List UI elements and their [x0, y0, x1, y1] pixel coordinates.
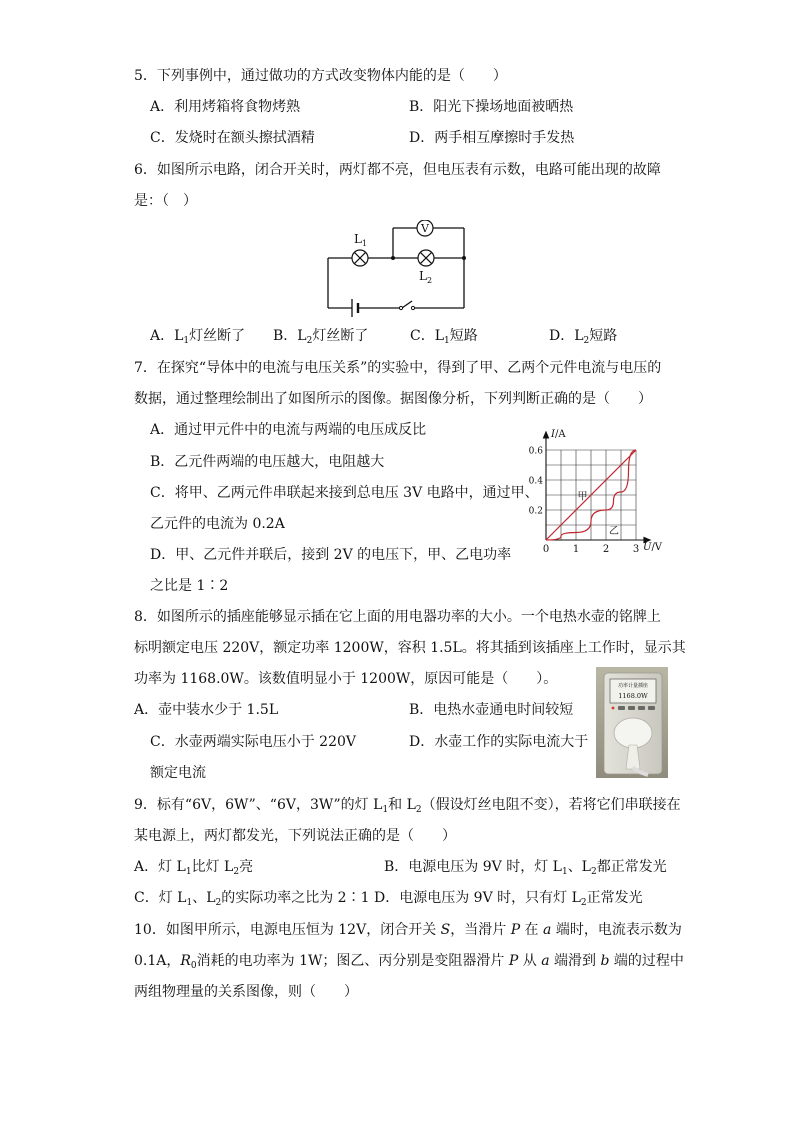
- y-axis-label: I/A: [551, 429, 566, 440]
- voltmeter-symbol: [417, 220, 433, 236]
- q8-option-b[interactable]: B．电热水壶通电时间较短: [409, 702, 574, 718]
- battery-symbol: [352, 299, 358, 317]
- junction-dot: [462, 256, 466, 260]
- q8-option-c[interactable]: C．水壶两端实际电压小于 220V: [150, 734, 356, 750]
- q5-option-b[interactable]: B．阳光下操场地面被晒热: [409, 99, 574, 115]
- q7-option-c-line1[interactable]: C．将甲、乙两元件串联起来接到总电压 3V 电路中，通过甲、: [150, 485, 539, 501]
- q7-stem-line1: 7．在探究“导体中的电流与电压关系”的实验中，得到了甲、乙两个元件电流与电压的: [134, 360, 662, 376]
- q8-option-d-line2[interactable]: 额定电流: [150, 765, 206, 781]
- x-tick-label: 3: [632, 544, 640, 555]
- q7-option-d-line1[interactable]: D．甲、乙元件并联后，接到 2V 的电压下，甲、乙电功率: [150, 547, 512, 563]
- q8-option-a[interactable]: A．壶中装水少于 1.5L: [134, 702, 279, 718]
- lamp-l1-symbol: [352, 250, 368, 266]
- lamp-l2-label: $L_2$: [419, 269, 433, 285]
- q8-stem-line2: 标明额定电压 220V，额定功率 1200W，容积 1.5L。将其插到该插座上工作时，显示其: [134, 640, 686, 656]
- q9-option-d[interactable]: D．电源电压为 9V 时，只有灯 $L_2$正常发光: [374, 890, 643, 908]
- q6-option-c[interactable]: C．$L_1$短路: [410, 328, 478, 346]
- q9-option-c[interactable]: C．灯 $L_1$、$L_2$的实际功率之比为 2∶1: [134, 890, 370, 908]
- q9-stem-line1: 9．标有“6V，6W”、“6V，3W”的灯 $L_1$和 $L_2$（假设灯丝电阻不变），若将它们串联接在: [134, 797, 681, 815]
- q6-stem-line1: 6．如图所示电路，闭合开关时，两灯都不亮，但电压表有示数，电路可能出现的故障: [134, 162, 661, 178]
- q8-power-meter-socket-photo: [596, 667, 668, 778]
- chart-labels: [529, 429, 663, 555]
- q6-option-b[interactable]: B．$L_2$灯丝断了: [273, 328, 369, 346]
- voltmeter-label: V: [421, 222, 429, 235]
- y-tick-label: 0.6: [528, 446, 543, 457]
- y-tick-label: 0.2: [528, 506, 543, 517]
- q9-stem-line2: 某电源上，两灯都发光，下列说法正确的是（ ）: [134, 828, 456, 844]
- q8-stem-line3: 功率为 1168.0W。该数值明显小于 1200W，原因可能是（ ）。: [134, 671, 558, 687]
- q9-option-a[interactable]: A．灯 $L_1$比灯 $L_2$亮: [134, 859, 254, 877]
- q7-stem-line2: 数据，通过整理绘制出了如图所示的图像。据图像分析，下列判断正确的是（ ）: [134, 391, 652, 407]
- lamp-l1-label: $L_1$: [354, 232, 368, 248]
- switch-symbol: [399, 306, 414, 309]
- q6-option-d[interactable]: D．$L_2$短路: [549, 328, 618, 346]
- q5-option-c[interactable]: C．发烧时在额头擦拭酒精: [150, 130, 315, 146]
- series-label-yi: 乙: [609, 526, 619, 537]
- q8-stem-line1: 8．如图所示的插座能够显示插在它上面的用电器功率的大小。一个电热水壶的铭牌上: [134, 609, 661, 625]
- q7-option-d-line2[interactable]: 之比是 1∶2: [150, 578, 229, 594]
- q8-option-d-line1[interactable]: D．水壶工作的实际电流大于: [409, 734, 589, 750]
- q6-circuit-diagram: [322, 220, 472, 320]
- q6-stem-line2: 是：（ ）: [134, 193, 197, 209]
- lamp-l2-symbol: [418, 250, 434, 266]
- q5-stem: 5．下列事例中，通过做功的方式改变物体内能的是（ ）: [134, 68, 507, 84]
- x-axis-label: U/V: [643, 542, 663, 553]
- meter-reading: 1168.0W: [618, 692, 648, 700]
- q7-option-b[interactable]: B．乙元件两端的电压越大，电阻越大: [150, 454, 385, 470]
- y-tick-label: 0.4: [528, 476, 543, 487]
- q7-option-c-line2[interactable]: 乙元件的电流为 0.2A: [150, 516, 285, 532]
- series-label-jia: 甲: [577, 491, 588, 503]
- meter-display: [610, 679, 656, 703]
- q9-option-b[interactable]: B．电源电压为 9V 时，灯 $L_1$、$L_2$都正常发光: [384, 859, 667, 877]
- x-tick-label: 0: [542, 544, 550, 555]
- q6-option-a[interactable]: A．$L_1$灯丝断了: [150, 328, 246, 346]
- x-tick-label: 1: [572, 544, 580, 555]
- q10-stem-line1: 10．如图甲所示，电源电压恒为 12V，闭合开关 S，当滑片 P 在 a 端时，电流表示数为: [134, 922, 682, 938]
- q10-stem-line2: 0.1A，$R_0$消耗的电功率为 1W；图乙、丙分别是变阻器滑片 P 从 a 端滑到 b 端的过程中: [134, 953, 684, 971]
- q5-option-a[interactable]: A．利用烤箱将食物烤熟: [150, 99, 301, 115]
- junction-dot: [391, 256, 395, 260]
- q7-iu-chart: [524, 428, 674, 558]
- q7-option-a[interactable]: A．通过甲元件中的电流与两端的电压成反比: [150, 422, 427, 438]
- q5-option-d[interactable]: D．两手相互摩擦时手发热: [409, 130, 575, 146]
- q10-stem-line3: 两组物理量的关系图像，则（ ）: [134, 984, 358, 1000]
- x-tick-label: 2: [602, 544, 610, 555]
- meter-buttons: [612, 706, 655, 710]
- meter-title: 功率计量插座: [617, 683, 649, 689]
